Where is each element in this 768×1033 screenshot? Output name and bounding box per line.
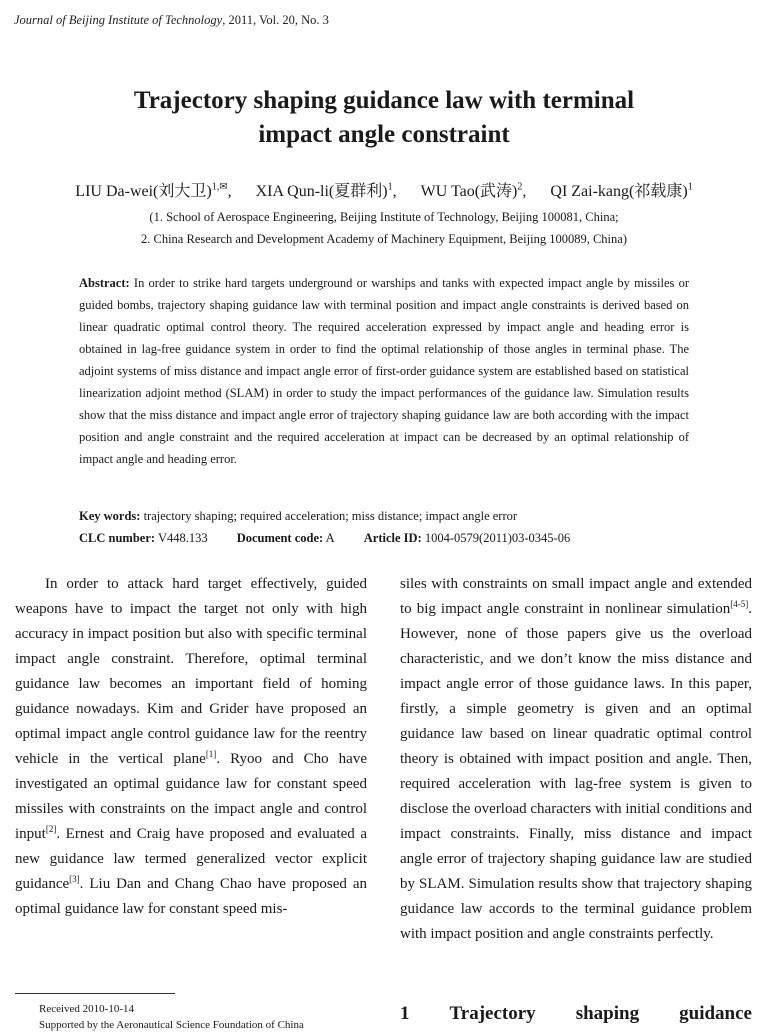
document-code-label: Document code:	[236, 531, 324, 545]
author-affiliation-mark: 2	[517, 181, 523, 193]
section-title-word: Trajectory	[449, 1003, 536, 1024]
citation: [2]	[45, 824, 57, 834]
citation: [4-5]	[730, 599, 749, 609]
author-name: QI Zai-kang(祁载康)	[550, 183, 688, 200]
author-affiliation-mark: 1	[687, 181, 693, 193]
title-line-2: impact angle constraint	[258, 121, 510, 148]
citation: [3]	[69, 874, 80, 884]
body-text: . Ryoo and Cho have investigated an optimal guidance law for constant speed missiles with constraints on the impact angle and control input	[15, 751, 367, 842]
author-name: XIA Qun-li(夏群利)	[255, 183, 388, 200]
section-title-word: shaping	[575, 1003, 640, 1024]
paper-title	[0, 84, 768, 152]
body-text: . However, none of those papers give us the overload characteristic, and we don’t know the miss distance and impact angle error of those guidance laws. In this paper, firstly, a simple geometry is given and an optimal guidance law based on linear quadratic optimal control theory is obtained with impact position and angle. Then, required acceleration with lag-free system is given to disclose the overload characters with initial conditions and impact constraints. Finally, miss distance and impact angle error of trajectory shaping guidance law are studied by SLAM. Simulation results show that trajectory shaping guidance law accords to the terminal guidance problem with impact position and angle constraints perfectly.	[400, 601, 752, 942]
section-number: 1	[400, 1003, 410, 1024]
keywords-row	[79, 505, 699, 527]
article-id-label: Article ID:	[363, 531, 422, 545]
affiliation-1: (1. School of Aerospace Engineering, Beijing Institute of Technology, Beijing 100081, China;	[149, 210, 619, 224]
keywords-text: trajectory shaping; required acceleration; miss distance; impact angle error	[143, 509, 518, 523]
funding-note: Supported by the Aeronautical Science Foundation of China	[39, 1019, 304, 1031]
keywords-block	[79, 505, 699, 549]
author-2: XIA Qun-li(夏群利)$^1$,	[255, 181, 397, 200]
clc-label: CLC number:	[79, 531, 156, 545]
journal-name: Journal of Beijing Institute of Technology	[14, 13, 223, 27]
footnote-divider	[15, 993, 175, 994]
classification-row	[79, 527, 699, 549]
received-date: Received 2010-10-14	[39, 1003, 134, 1015]
body-text: . Ernest and Craig have proposed and evaluated a new guidance law termed generalized vector explicit guidance	[15, 826, 367, 892]
author-affiliation-mark: 1,✉	[211, 181, 228, 193]
article-id-value: 1004-0579(2011)03-0345-06	[424, 531, 571, 545]
title-line-1: Trajectory shaping guidance law with terminal	[133, 87, 635, 114]
clc-value: V448.133	[157, 531, 208, 545]
body-text: In order to attack hard target effectively, guided weapons have to impact the target not only with high accuracy in impact position but also with specific terminal impact angle constraint. Therefore, optimal terminal guidance law becomes an important field of homing guidance nowadays. Kim and Grider have proposed an optimal impact angle control guidance law for the reentry vehicle in the vertical plane	[15, 576, 367, 767]
abstract-label: Abstract:	[79, 276, 130, 290]
author-list	[0, 178, 768, 201]
author-name: LIU Da-wei(刘大卫)	[75, 183, 212, 200]
footnotes	[39, 1001, 304, 1033]
keywords-label: Key words:	[79, 509, 141, 523]
body-column-left	[15, 572, 367, 922]
author-3: WU Tao(武涛)$^2$,	[420, 181, 527, 200]
citation: [1]	[205, 749, 217, 759]
affiliations	[0, 206, 768, 250]
author-affiliation-mark: 1	[387, 181, 393, 193]
author-4	[550, 183, 692, 200]
abstract	[79, 272, 689, 470]
journal-issue: , 2011, Vol. 20, No. 3	[222, 13, 329, 27]
body-text: . Liu Dan and Chang Chao have proposed an optimal guidance law for constant speed mis-	[15, 876, 367, 917]
abstract-text: In order to strike hard targets underground or warships and tanks with expected impact angle by missiles or guided bombs, trajectory shaping guidance law with terminal position and impact angle constraints is derived based on linear quadratic optimal control theory. The required acceleration expressed by impact angle and heading error is obtained in lag-free guidance system in order to find the optimal relationship of those angles in terminal phase. The adjoint systems of miss distance and impact angle error of first-order guidance system are established based on statistical linearization adjoint method (SLAM) in order to study the impact performances of the guidance law. Simulation results show that the miss distance and impact angle error of trajectory shaping guidance law are both according with the impact position and angle constraint and the required acceleration at impact can be decreased by an optimal relationship of impact angle and heading error.	[79, 276, 690, 466]
affiliation-2: 2. China Research and Development Academy of Machinery Equipment, Beijing 100089, China)	[141, 232, 627, 246]
author-1: LIU Da-wei(刘大卫)$^{1,✉}$,	[75, 181, 232, 200]
journal-header	[14, 13, 329, 28]
section-title-word: guidance	[679, 1003, 752, 1024]
intro-paragraph	[15, 572, 367, 922]
document-code-value: A	[325, 531, 335, 545]
intro-paragraph-continued	[400, 572, 752, 947]
body-text: siles with constraints on small impact angle and extended to big impact angle constraint in nonlinear simulation	[400, 576, 752, 617]
author-name: WU Tao(武涛)	[420, 183, 518, 200]
body-column-right	[400, 572, 752, 947]
section-heading	[400, 1003, 752, 1025]
